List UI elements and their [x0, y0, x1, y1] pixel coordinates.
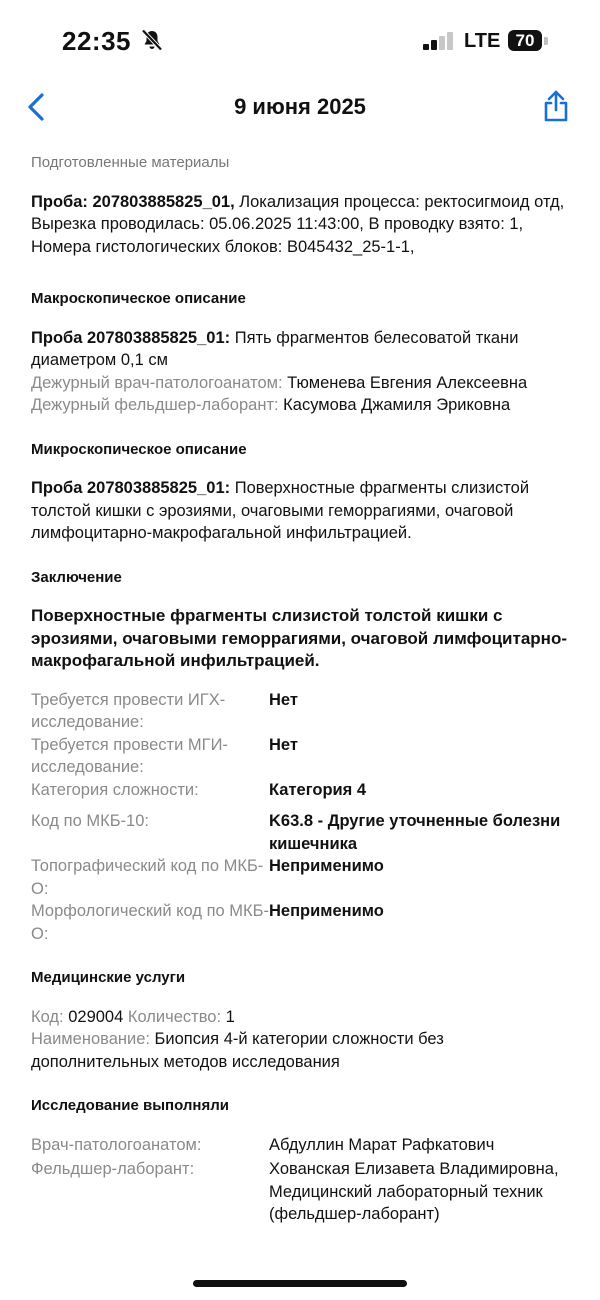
conclusion-fields	[31, 689, 576, 946]
status-time: 22:35	[62, 26, 131, 56]
macro-doctor-value: Тюменева Евгения Алексеевна	[282, 373, 528, 392]
service-qty-label: Количество:	[123, 1007, 222, 1026]
service-qty-value: 1	[221, 1007, 235, 1026]
field-icd10	[31, 810, 576, 855]
prepared-materials-caption: Подготовленные материалы	[31, 154, 230, 171]
probe-details: Локализация процесса: ректосигмоид отд, Вырезка проводилась: 05.06.2025 11:43:00, В проводку взято: 1, Номера гистологических блоков: B045432_25-1-1,	[31, 192, 565, 256]
field-igh	[31, 689, 576, 734]
share-icon[interactable]	[541, 88, 571, 124]
battery-tip	[544, 37, 548, 45]
performer-doctor	[31, 1134, 576, 1157]
macro-assistant-value: Касумова Джамиля Эриковна	[278, 396, 511, 414]
cellular-signal-icon	[423, 32, 455, 50]
macro-assistant	[31, 394, 576, 417]
navigation-bar	[0, 82, 600, 132]
field-topography	[31, 855, 576, 900]
field-value: Категория 4	[269, 780, 367, 799]
field-label: Топографический код по МКБ-О:	[31, 857, 264, 898]
service-code-label: Код:	[31, 1007, 64, 1026]
macro-description	[31, 327, 576, 372]
home-indicator[interactable]	[193, 1280, 407, 1287]
page-title: 9 июня 2025	[234, 94, 366, 119]
prepared-materials-text	[31, 191, 576, 259]
field-label: Требуется провести ИГХ-исследование:	[31, 690, 226, 731]
service-name-label: Наименование:	[31, 1030, 150, 1048]
micro-probe-label: Проба 207803885825_01:	[31, 479, 231, 497]
conclusion-heading: Заключение	[31, 568, 122, 586]
field-value: Неприменимо	[269, 902, 384, 920]
bell-muted-icon	[140, 28, 164, 52]
performer-value: Хованская Елизавета Владимировна, Медицинский лабораторный техник (фельдшер-лаборант)	[269, 1160, 559, 1223]
macro-doctor-label: Дежурный врач-патологоанатом:	[31, 373, 283, 392]
macro-probe-text: Пять фрагментов белесоватой ткани диаметром 0,1 см	[31, 328, 519, 369]
network-type: LTE	[464, 30, 501, 52]
field-value: K63.8 - Другие уточненные болезни кишечника	[269, 812, 561, 853]
performer-assistant	[31, 1158, 576, 1226]
performers-heading: Исследование выполняли	[31, 1097, 229, 1114]
macro-doctor	[31, 372, 576, 395]
field-label: Код по МКБ-10:	[31, 812, 149, 830]
service-code-row	[31, 1006, 576, 1029]
field-value: Неприменимо	[269, 857, 384, 875]
performer-label: Фельдшер-лаборант:	[31, 1160, 195, 1178]
micro-probe-text: Поверхностные фрагменты слизистой толстой кишки с эрозиями, очаговыми геморрагиями, очаговой лимфоцитарно-макрофагальной инфильтрацией.	[31, 479, 530, 542]
battery-icon: 70	[508, 30, 542, 51]
service-name-value: Биопсия 4-й категории сложности без дополнительных методов исследования	[31, 1030, 444, 1071]
macro-assistant-label: Дежурный фельдшер-лаборант:	[31, 396, 279, 414]
field-label: Категория сложности:	[31, 780, 199, 799]
field-value: Нет	[269, 690, 298, 709]
performer-label: Врач-патологоанатом:	[31, 1135, 202, 1154]
report-content	[31, 152, 576, 1226]
micro-heading: Микроскопическое описание	[31, 440, 247, 458]
field-mgi	[31, 734, 576, 779]
field-complexity	[31, 779, 576, 802]
field-label: Морфологический код по МКБ-О:	[31, 902, 269, 943]
performer-value: Абдуллин Марат Рафкатович	[269, 1135, 495, 1154]
field-label: Требуется провести МГИ-исследование:	[31, 735, 228, 776]
field-morphology	[31, 900, 576, 945]
services-heading: Медицинские услуги	[31, 969, 186, 986]
service-code-value: 029004	[63, 1007, 124, 1026]
micro-description	[31, 477, 576, 545]
probe-label: Проба: 207803885825_01,	[31, 192, 235, 211]
conclusion-text: Поверхностные фрагменты слизистой толстой кишки с эрозиями, очаговыми геморрагиями, очаговой лимфоцитарно-макрофагальной инфильтрацией.	[31, 606, 567, 670]
field-value: Нет	[269, 735, 298, 754]
macro-heading: Макроскопическое описание	[31, 290, 246, 307]
status-bar	[0, 0, 600, 82]
macro-probe-label: Проба 207803885825_01:	[31, 328, 231, 347]
service-name-row	[31, 1028, 576, 1073]
